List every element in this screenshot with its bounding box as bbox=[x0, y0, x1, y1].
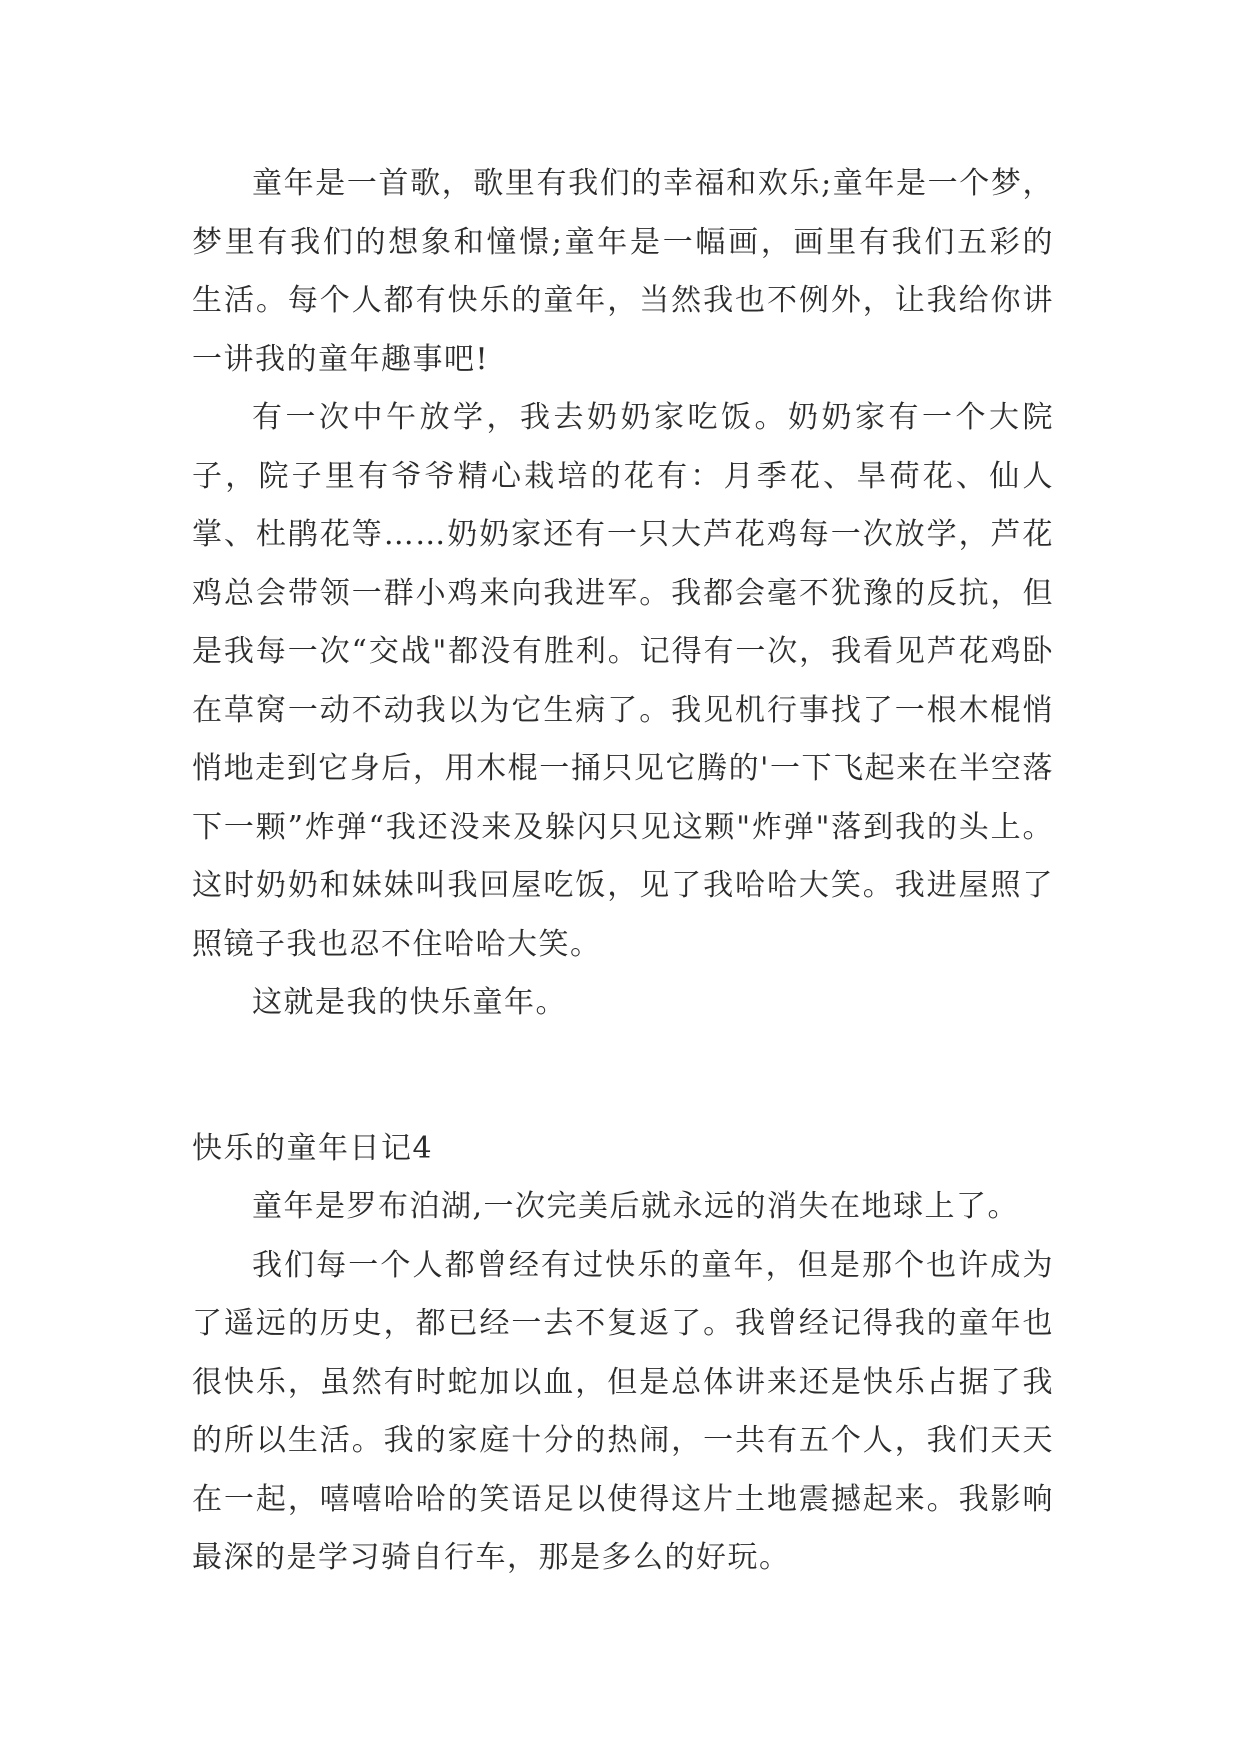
paragraph: 这就是我的快乐童年。 bbox=[252, 985, 567, 1020]
section-heading: 快乐的童年日记4 bbox=[192, 1130, 434, 1166]
paragraph: 我们每一个人都曾经有过快乐的童年，但是那个也许成为了遥远的历史，都已经一去不复返了。我曾经记得我的童年也很快乐，虽然有时蛇加以血，但是总体讲来还是快乐占据了我的所以生活。我的家庭十分的热闹，一共有五个人，我们天天在一起，嘻嘻哈哈的笑语足以使得这片土地震撼起来。我影响最深的是学习骑自行车，那是多么的好玩。 bbox=[192, 1247, 1054, 1575]
paragraph: 童年是一首歌，歌里有我们的幸福和欢乐;童年是一个梦，梦里有我们的想象和憧憬;童年是一幅画，画里有我们五彩的生活。每个人都有快乐的童年，当然我也不例外，让我给你讲一讲我的童年趣事吧! bbox=[192, 166, 1054, 377]
paragraph: 童年是罗布泊湖,一次完美后就永远的消失在地球上了。 bbox=[252, 1189, 1020, 1224]
paragraph: 有一次中午放学，我去奶奶家吃饭。奶奶家有一个大院子，院子里有爷爷精心栽培的花有：月季花、旱荷花、仙人掌、杜鹃花等……奶奶家还有一只大芦花鸡每一次放学，芦花鸡总会带领一群小鸡来向我进军。我都会毫不犹豫的反抗，但是我每一次“交战"都没有胜利。记得有一次，我看见芦花鸡卧在草窝一动不动我以为它生病了。我见机行事找了一根木棍悄悄地走到它身后，用木棍一捅只见它腾的'一下飞起来在半空落下一颗”炸弹“我还没来及躲闪只见这颗"炸弹"落到我的头上。这时奶奶和妹妹叫我回屋吃饭，见了我哈哈大笑。我进屋照了照镜子我也忍不住哈哈大笑。 bbox=[192, 400, 1054, 962]
document-body bbox=[192, 155, 1054, 1588]
